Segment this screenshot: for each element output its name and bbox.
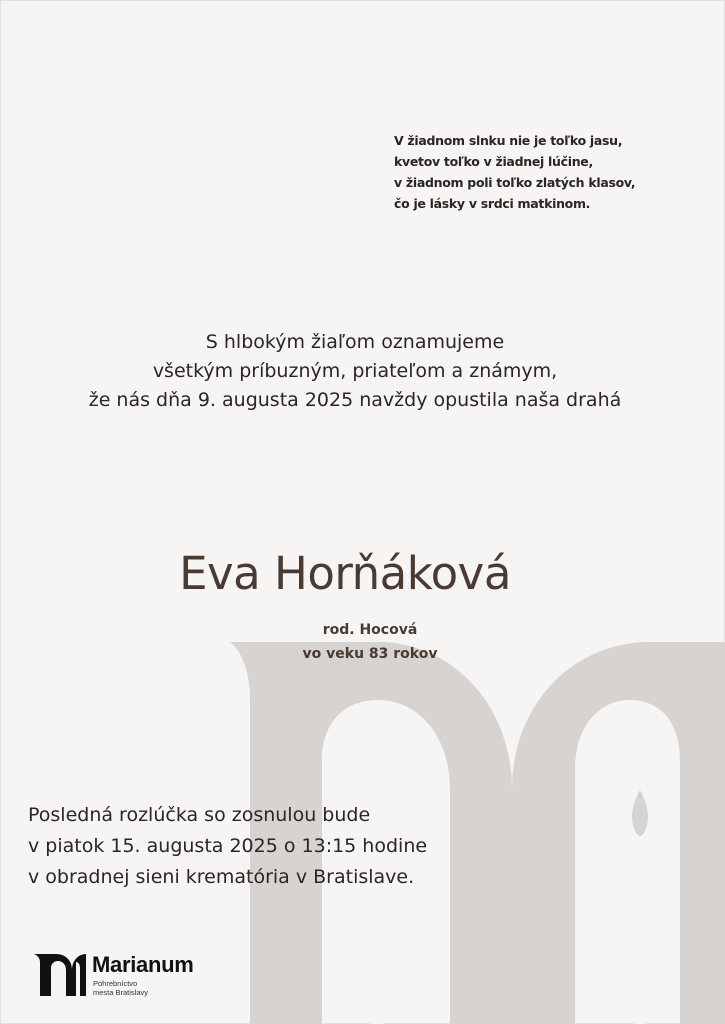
poem-line: čo je lásky v srdci matkinom. bbox=[394, 196, 591, 211]
announcement-line: všetkým príbuzným, priateľom a známym, bbox=[152, 360, 558, 382]
poem-verse bbox=[394, 130, 694, 214]
poem-line: v žiadnom poli toľko zlatých klasov, bbox=[394, 175, 636, 190]
logo-tagline-line: mesta Bratislavy bbox=[93, 988, 149, 997]
farewell-info bbox=[28, 800, 468, 893]
candle-flame-icon bbox=[615, 750, 665, 843]
age: vo veku 83 rokov bbox=[302, 646, 438, 662]
logo-name: Marianum bbox=[92, 952, 194, 977]
deceased-details bbox=[220, 618, 520, 666]
candle-stick bbox=[634, 843, 646, 1024]
farewell-line: v obradnej sieni krematória v Bratislave. bbox=[28, 866, 415, 888]
marianum-logo bbox=[34, 952, 234, 1002]
maiden-name: rod. Hocová bbox=[322, 622, 418, 638]
marianum-logo-icon bbox=[34, 954, 86, 996]
announcement-line: S hlbokým žiaľom oznamujeme bbox=[205, 331, 505, 353]
farewell-line: Posledná rozlúčka so zosnulou bude bbox=[28, 804, 371, 826]
announcement bbox=[40, 328, 670, 415]
poem-line: V žiadnom slnku nie je toľko jasu, bbox=[394, 133, 623, 148]
farewell-line: v piatok 15. augusta 2025 o 13:15 hodine bbox=[28, 835, 428, 857]
poem-line: kvetov toľko v žiadnej lúčine, bbox=[394, 154, 593, 169]
announcement-line: že nás dňa 9. augusta 2025 navždy opustila naša drahá bbox=[88, 389, 622, 411]
deceased-name: Eva Horňáková bbox=[179, 547, 511, 600]
logo-tagline bbox=[93, 979, 183, 997]
logo-tagline-line: Pohrebníctvo bbox=[93, 979, 138, 988]
